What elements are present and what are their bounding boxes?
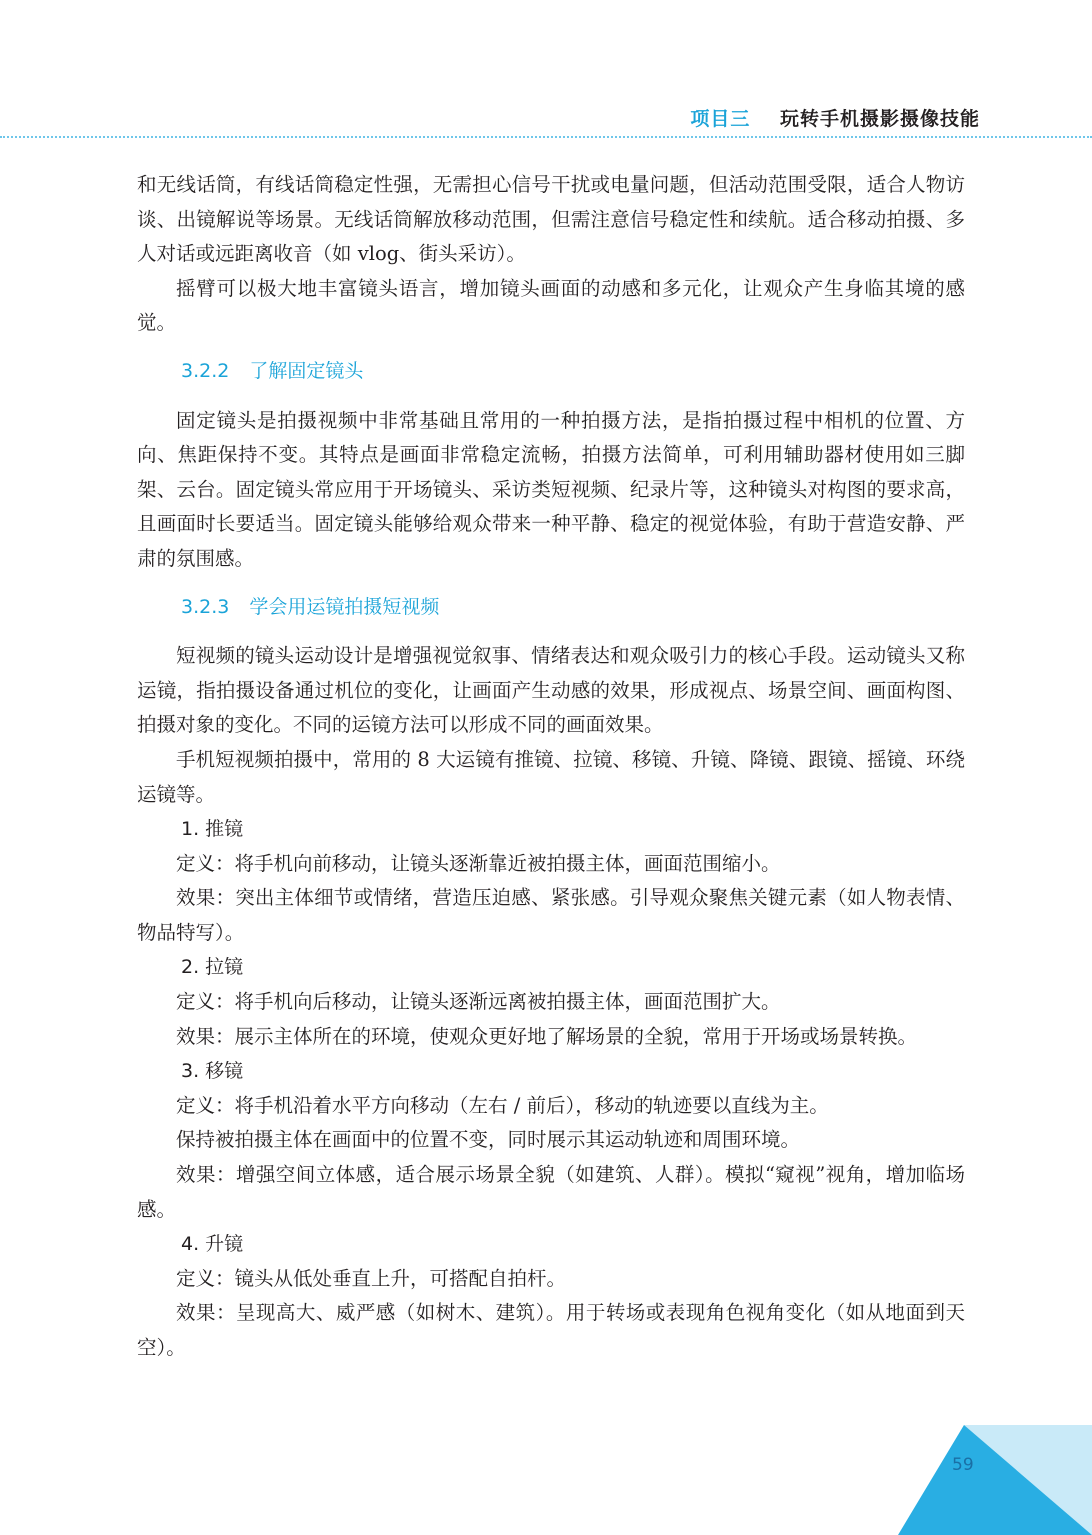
note-text: 保持被拍摄主体在画面中的位置不变，同时展示其运动轨迹和周围环境。 [176, 1128, 801, 1152]
page-body [137, 168, 965, 1366]
section-heading-3-2-3 [137, 577, 965, 640]
effect-text: 效果：突出主体细节或情绪，营造压迫感、紧张感。引导观众聚焦关键元素（如人物表情、物品特写）。 [137, 886, 965, 944]
header-project-label: 项目三 [690, 108, 751, 130]
header-dotted-divider [0, 136, 1092, 138]
paragraph: 固定镜头是拍摄视频中非常基础且常用的一种拍摄方法，是指拍摄过程中相机的位置、方向、焦距保持不变。其特点是画面非常稳定流畅，拍摄方法简单，可利用辅助器材使用如三脚架、云台。固定镜头常应用于开场镜头、采访类短视频、纪录片等，这种镜头对构图的要求高，且画面时长要适当。固定镜头能够给观众带来一种平静、稳定的视觉体验，有助于营造安静、严肃的氛围感。 [137, 408, 965, 570]
paragraph: 和无线话筒，有线话筒稳定性强，无需担心信号干扰或电量问题，但活动范围受限，适合人物访谈、出镜解说等场景。无线话筒解放移动范围，但需注意信号稳定性和续航。适合移动拍摄、多人对话或远距离收音（如 vlog、街头采访）。 [137, 173, 965, 266]
definition-text: 定义：将手机沿着水平方向移动（左右 / 前后），移动的轨迹要以直线为主。 [176, 1093, 829, 1117]
section-number: 3.2.2 [181, 359, 230, 382]
effect-text: 效果：增强空间立体感，适合展示场景全貌（如建筑、人群）。模拟“窥视”视角，增加临场感。 [137, 1163, 965, 1221]
section-title: 学会用运镜拍摄短视频 [249, 595, 440, 618]
paragraph: 手机短视频拍摄中，常用的 8 大运镜有推镜、拉镜、移镜、升镜、降镜、跟镜、摇镜、环绕运镜等。 [137, 747, 965, 806]
header-chapter-title: 玩转手机摄影摄像技能 [779, 108, 980, 130]
section-heading-3-2-2 [137, 341, 965, 404]
subheading-rise: 4. 升镜 [181, 1233, 244, 1256]
definition-text: 定义：将手机向后移动，让镜头逐渐远离被拍摄主体，画面范围扩大。 [176, 990, 781, 1014]
effect-text: 效果：展示主体所在的环境，使观众更好地了解场景的全貌，常用于开场或场景转换。 [176, 1024, 918, 1048]
running-header [690, 104, 980, 131]
paragraph: 短视频的镜头运动设计是增强视觉叙事、情绪表达和观众吸引力的核心手段。运动镜头又称运镜，指拍摄设备通过机位的变化，让画面产生动感的效果，形成视点、场景空间、画面构图、拍摄对象的变化。不同的运镜方法可以形成不同的画面效果。 [137, 644, 965, 737]
definition-text: 定义：镜头从低处垂直上升，可搭配自拍杆。 [176, 1266, 567, 1290]
definition-text: 定义：将手机向前移动，让镜头逐渐靠近被拍摄主体，画面范围缩小。 [176, 851, 781, 875]
paragraph: 摇臂可以极大地丰富镜头语言，增加镜头画面的动感和多元化，让观众产生身临其境的感觉。 [137, 276, 965, 335]
effect-text: 效果：呈现高大、威严感（如树木、建筑）。用于转场或表现角色视角变化（如从地面到天空）。 [137, 1301, 965, 1359]
subheading-move: 3. 移镜 [181, 1060, 244, 1083]
page-number: 59 [952, 1455, 974, 1475]
subheading-pull: 2. 拉镜 [181, 956, 244, 979]
subheading-push: 1. 推镜 [181, 818, 244, 841]
section-number: 3.2.3 [181, 595, 230, 618]
section-title: 了解固定镜头 [249, 359, 364, 382]
